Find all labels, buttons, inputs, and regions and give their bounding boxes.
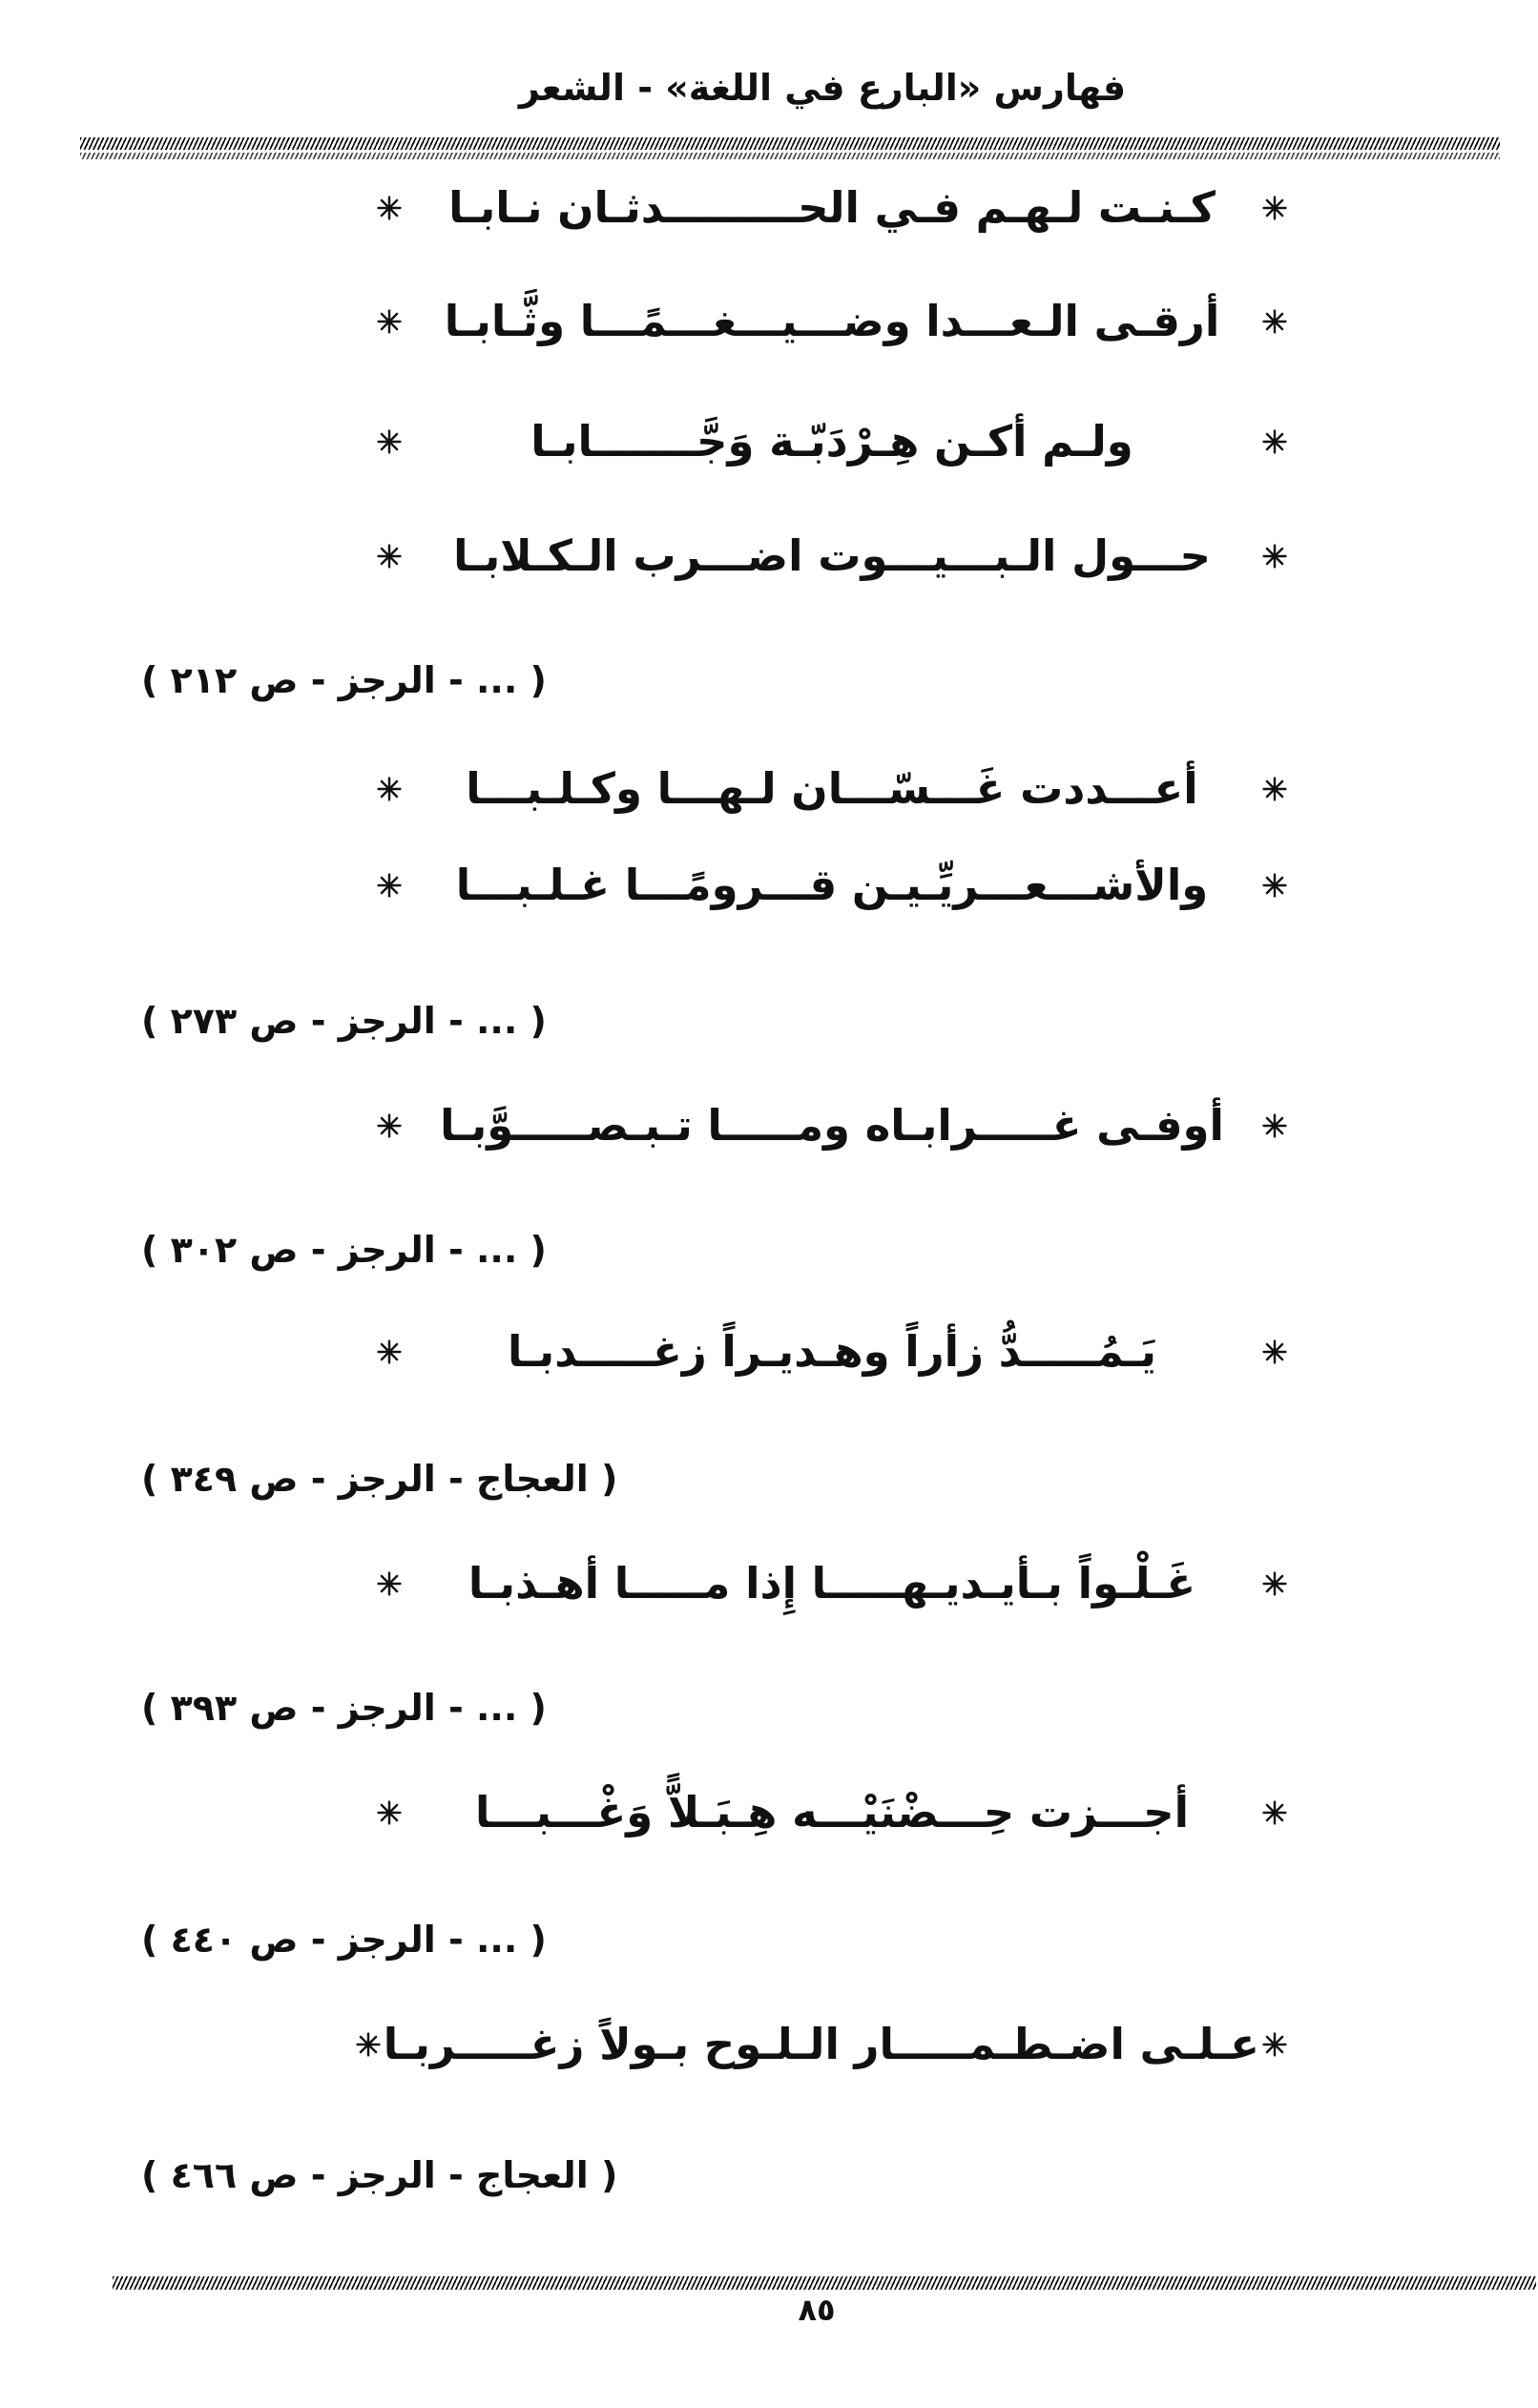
verse-text: أوفـى غـــــرابـاه ومـــــا تـبـصـــــوَّبـا [440,1100,1224,1151]
asterisk-icon [374,774,405,804]
asterisk-icon [374,870,405,901]
verse-text: حـــول الـبـــيـــوت اضـــرب الـكـلابـا [453,530,1211,581]
asterisk-icon [374,1111,405,1141]
asterisk-icon [1259,193,1290,223]
asterisk-icon [353,2029,384,2060]
asterisk-icon [374,1337,405,1367]
asterisk-icon [374,193,405,223]
header-rule-thin [80,153,1500,159]
verse-text: غَـلْـواً بـأيـديـهـــــا إِذا مـــــا أهـذبـا [468,1558,1196,1609]
verse-text: كـنـت لـهـم فـي الحـــــــــدثـان نـابـا [448,182,1216,233]
page-number: ٨٥ [798,2292,836,2328]
verse-line [374,408,1290,475]
asterisk-icon [1259,1337,1290,1367]
verse-text: أجـــزت حِـــضْنَيْـــه هِـبَـلاًّ وَغْـــبـــا [474,1787,1190,1837]
page-title: فهارس «البارع في اللغة» - الشعر [518,67,1127,109]
citation-line: ( ... - الرجز - ص ٣٩٣ ) [141,1687,547,1729]
verse-line [374,523,1290,590]
verse-text: والأشـــعـــريِّـيـن قـــرومًـــا غـلـبـــا [455,860,1209,910]
asterisk-icon [374,1797,405,1828]
verse-line [374,1092,1290,1159]
verse-line [374,288,1290,355]
asterisk-icon [1259,426,1290,457]
verse-text: يَـمُـــــدُّ زأراً وهـديـراً زغـــــدبـا [508,1326,1156,1377]
verse-line [374,175,1290,241]
citation-line: ( العجاج - الرجز - ص ٤٦٦ ) [141,2154,618,2196]
footer-rule [113,2276,1536,2290]
header-rule-thick [80,137,1500,150]
verse-text: أرقـى الـعـــدا وضـــيـــغـــمًـــا وثَّـابـا [444,296,1220,346]
verse-line [374,1550,1290,1617]
asterisk-icon [1259,1568,1290,1599]
verse-text: عـلـى اضـطـمـــــار الـلـوح بـولاً زغـــــربـا [383,2019,1259,2069]
citation-line: ( العجاج - الرجز - ص ٣٤٩ ) [141,1458,618,1500]
asterisk-icon [1259,870,1290,901]
verse-line [374,2011,1290,2078]
verse-line [374,1779,1290,1846]
verse-text: ولـم أكـن هِـرْدَبّـة وَجَّـــــــابـا [530,416,1133,467]
citation-line: ( ... - الرجز - ص ٢٧٣ ) [141,1000,547,1042]
asterisk-icon [1259,1797,1290,1828]
asterisk-icon [374,1568,405,1599]
citation-line: ( ... - الرجز - ص ٤٤٠ ) [141,1919,547,1961]
asterisk-icon [1259,774,1290,804]
citation-line: ( ... - الرجز - ص ٢١٢ ) [141,659,547,701]
verse-line [374,756,1290,822]
asterisk-icon [374,426,405,457]
verse-line [374,1318,1290,1385]
verse-text: أعـــددت غَـــسّـــان لـهـــا وكـلـبـــا [466,763,1198,814]
asterisk-icon [374,306,405,337]
asterisk-icon [374,541,405,571]
asterisk-icon [1259,541,1290,571]
citation-line: ( ... - الرجز - ص ٣٠٢ ) [141,1229,547,1271]
verse-line [374,852,1290,919]
asterisk-icon [1259,306,1290,337]
asterisk-icon [1259,1111,1290,1141]
asterisk-icon [1259,2029,1290,2060]
